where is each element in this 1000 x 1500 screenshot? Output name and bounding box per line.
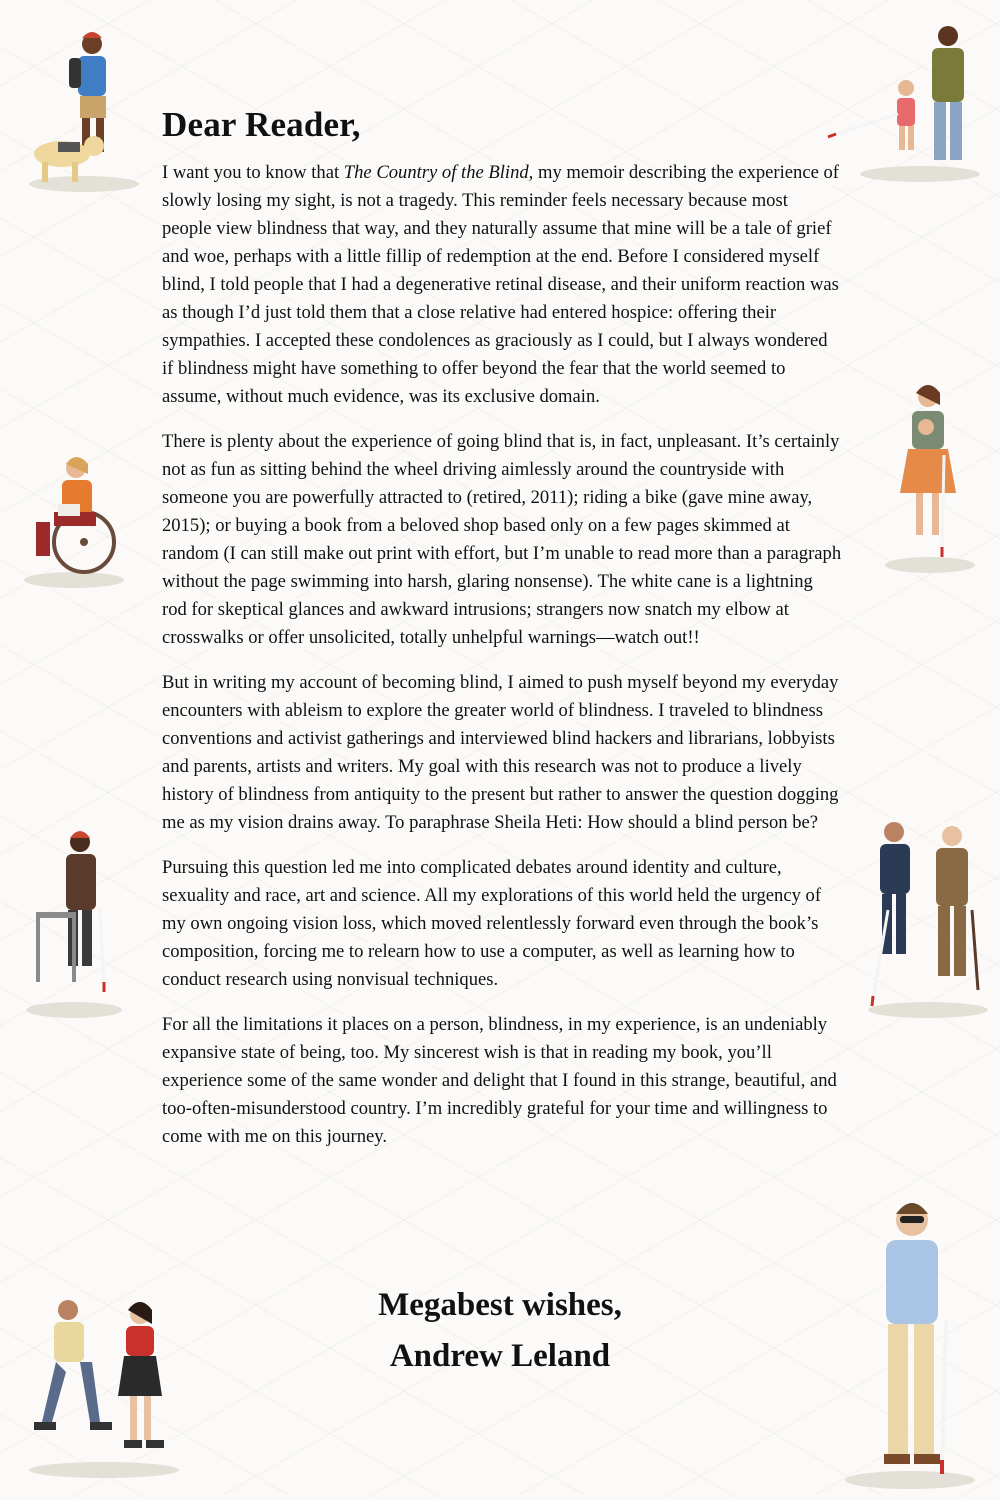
greeting: Dear Reader, [162, 105, 361, 144]
paragraph-1-intro: I want you to know that [162, 161, 344, 183]
closing: Megabest wishes, [378, 1287, 622, 1323]
man-with-walker-icon [14, 820, 134, 1020]
roller-skating-couple-icon [14, 1280, 194, 1480]
paragraph-1-rest: my memoir describing the experience of slowly losing my sight, is not a tragedy. This reminder feels necessary because most people view blindness that way, and they naturally assume that mine will be a tale of grief and woe, perhaps with a little fillip of redemption at the end. Before I considered myself blind, I told people that I had a degenerative retinal disease, and their uniform reaction was as though I’d just told them that a close relative had entered hospice: offering their sympathies. I accepted these condolences as graciously as I could, but I always wondered if blindness might have something to offer beyond the fear that the world seemed to assume, without much evidence, was its exclusive domain. [162, 161, 839, 407]
paragraph-1 [162, 159, 842, 411]
woman-in-wheelchair-icon [14, 450, 144, 590]
child-and-father-with-cane-icon [820, 14, 990, 184]
paragraph-3: But in writing my account of becoming blind, I aimed to push myself beyond my everyday encounters with ableism to explore the greater world of blindness. I traveled to blindness conventions and activist gatherings and interviewed blind hackers and librarians, lobbyists and parents, artists and writers. My goal with this research was not to produce a lively history of blindness from antiquity to the present but rather to answer the question dogging me as my vision drains away. To paraphrase Sheila Heti: How should a blind person be? [162, 671, 839, 833]
guide-and-elder-with-cane-icon [848, 810, 998, 1020]
man-with-sunglasses-and-cane-icon [830, 1190, 990, 1490]
signoff [290, 1280, 710, 1382]
book-title: The Country of the Blind, [343, 161, 534, 183]
paragraph-2: There is plenty about the experience of going blind that is, in fact, unpleasant. It’s certainly not as fun as sitting behind the wheel driving aimlessly around the countryside with someone you are powerfully attracted to (retired, 2011); riding a bike (gave mine away, 2015); or buying a book from a beloved shop based only on a few pages skimmed at random (I can still make out print with effort, but I’m unable to read more than a paragraph without the page swimming into harsh, glaring nonsense). The white cane is a lightning rod for skeptical glances and awkward intrusions; strangers now snatch my elbow at crosswalks or offer unsolicited, totally unhelpful warnings—watch out!! [162, 430, 842, 648]
letter-body [162, 106, 842, 1168]
mother-with-baby-and-cane-icon [870, 375, 990, 575]
paragraph-5: For all the limitations it places on a person, blindness, in my experience, is an undeniably expansive state of being, too. My sincerest wish is that in reading my book, you’ll experience some of the same wonder and delight that I found in this strange, beautiful, and too-often-misunderstood country. I’m incredibly grateful for your time and willingness to come with me on this journey. [162, 1013, 837, 1147]
signature: Andrew Leland [389, 1338, 611, 1374]
paragraph-4: Pursuing this question led me into complicated debates around identity and culture, sexuality and race, art and science. All my explorations of this world held the urgency of my own ongoing vision loss, which moved relentlessly forward even through the book’s composition, forcing me to relearn how to use a computer, as well as learning how to conduct research using nonvisual techniques. [162, 856, 822, 990]
man-with-guide-dog-icon [14, 14, 154, 194]
